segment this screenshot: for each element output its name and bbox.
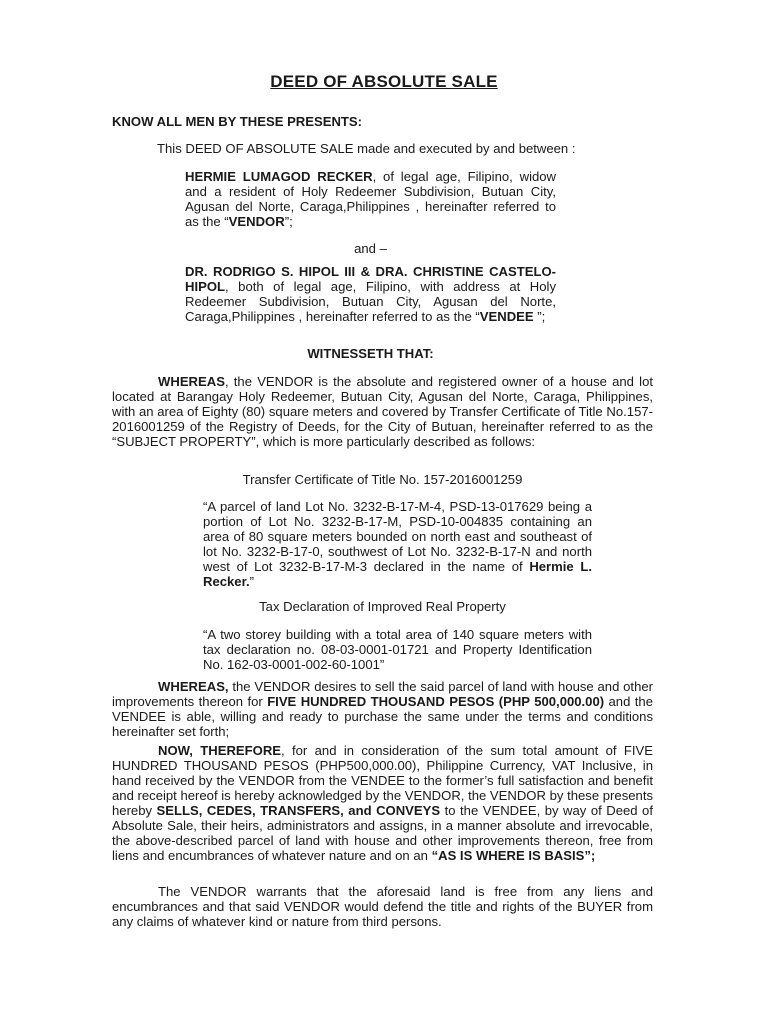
vendor-text: , of legal age, Filipino, widow and a resident of Holy Redeemer Subdivision, Butuan City, Agusan del Norte, Caraga,Philippines , hereinafter referred to as the “ bbox=[185, 169, 556, 229]
whereas-1-text: , the VENDOR is the absolute and registered owner of a house and lot located at Barangay Holy Redeemer, Butuan City, Agusan del Norte, Caraga, Philippines, with an area of Eighty (80) square meters and covered by Transfer Certificate of Title No.157-2016001259 of the Registry of Deeds, for the City of Butuan, hereinafter referred to as the “SUBJECT PROPERTY”, which is more particularly described as follows: bbox=[112, 374, 653, 449]
conveyance-verbs: SELLS, CEDES, TRANSFERS bbox=[156, 803, 341, 818]
tax-description: “A two storey building with a total area of 140 square meters with tax declaration no. 08-03-0001-01721 and Property Identification No. 162-03-0001-002-60-1001” bbox=[203, 627, 592, 672]
tct-description bbox=[203, 499, 592, 589]
whereas-2-lead: WHEREAS, bbox=[158, 679, 229, 694]
conveys-word: , and CONVEYS bbox=[340, 803, 441, 818]
vendee-paragraph bbox=[185, 264, 556, 324]
tct-text: “A parcel of land Lot No. 3232-B-17-M-4, PSD-13-017629 being a portion of Lot No. 3232-B-17-M, PSD-10-004835 containing an area of 80 square meters bounded on north east and southeast of lot No. 3232-B-17-0, southwest of Lot No. 3232-B-17-N and north west of Lot 3232-B-17-M-3 declared in the name of bbox=[203, 499, 592, 574]
tct-heading: Transfer Certificate of Title No. 157-2016001259 bbox=[242, 472, 523, 487]
witnesseth-heading: WITNESSETH THAT: bbox=[307, 346, 434, 361]
vendee-name: DR. RODRIGO S. HIPOL III & DRA. CHRISTINE CASTELO-HIPOL bbox=[185, 264, 556, 294]
vendee-label: VENDEE bbox=[479, 309, 534, 324]
vendor-paragraph bbox=[185, 169, 556, 229]
know-all-heading: KNOW ALL MEN BY THESE PRESENTS: bbox=[112, 114, 363, 129]
tax-heading: Tax Declaration of Improved Real Property bbox=[259, 599, 506, 614]
vendor-end: ”; bbox=[284, 214, 293, 229]
whereas-paragraph-2 bbox=[112, 679, 653, 739]
whereas-paragraph-1 bbox=[112, 374, 653, 449]
now-therefore-lead: NOW, THEREFORE bbox=[158, 743, 282, 758]
tct-owner-name: Hermie L. Recker. bbox=[203, 559, 593, 589]
as-is-basis: “AS IS WHERE IS BASIS”; bbox=[431, 848, 596, 863]
vendor-name: HERMIE LUMAGOD RECKER bbox=[185, 169, 373, 184]
now-therefore-paragraph bbox=[112, 743, 653, 863]
now-therefore-text-1: , for and in consideration of the sum total amount of FIVE HUNDRED THOUSAND PESOS (PHP500,000.00), Philippine Currency, VAT Inclusive, in hand received by the VENDOR from the VENDEE to the former’s full satisfaction and benefit and receipt hereof is hereby acknowledged by the VENDOR, the VENDOR by these presents hereby bbox=[112, 743, 653, 818]
tct-end: ” bbox=[249, 574, 254, 589]
vendee-end: ”; bbox=[533, 309, 546, 324]
intro-paragraph: This DEED OF ABSOLUTE SALE made and executed by and between : bbox=[157, 141, 576, 156]
whereas-2-text-1: the VENDOR desires to sell the said parcel of land with house and other improvements thereon for bbox=[112, 679, 653, 709]
warranty-paragraph: The VENDOR warrants that the aforesaid land is free from any liens and encumbrances and that said VENDOR would defend the title and rights of the BUYER from any claims of whatever kind or nature from third persons. bbox=[112, 884, 653, 929]
vendor-label: VENDOR bbox=[228, 214, 285, 229]
whereas-1-lead: WHEREAS bbox=[158, 374, 225, 389]
now-therefore-text-2: to the VENDEE, by way of Deed of Absolute Sale, their heirs, administrators and assigns, in a manner absolute and irrevocable, the above-described parcel of land with house and other improvements thereon, free from liens and encumbrances of whatever nature and on an bbox=[112, 803, 653, 863]
sale-price: FIVE HUNDRED THOUSAND PESOS (PHP 500,000.00) bbox=[267, 694, 605, 709]
whereas-2-text-2: and the VENDEE is able, willing and ready to purchase the same under the terms and conditions hereinafter set forth; bbox=[112, 694, 653, 739]
and-separator: and – bbox=[354, 241, 387, 256]
document-title: DEED OF ABSOLUTE SALE bbox=[270, 72, 498, 91]
vendee-text: , both of legal age, Filipino, with address at Holy Redeemer Subdivision, Butuan City, Agusan del Norte, Caraga,Philippines , hereinafter referred to as the “ bbox=[185, 279, 556, 324]
